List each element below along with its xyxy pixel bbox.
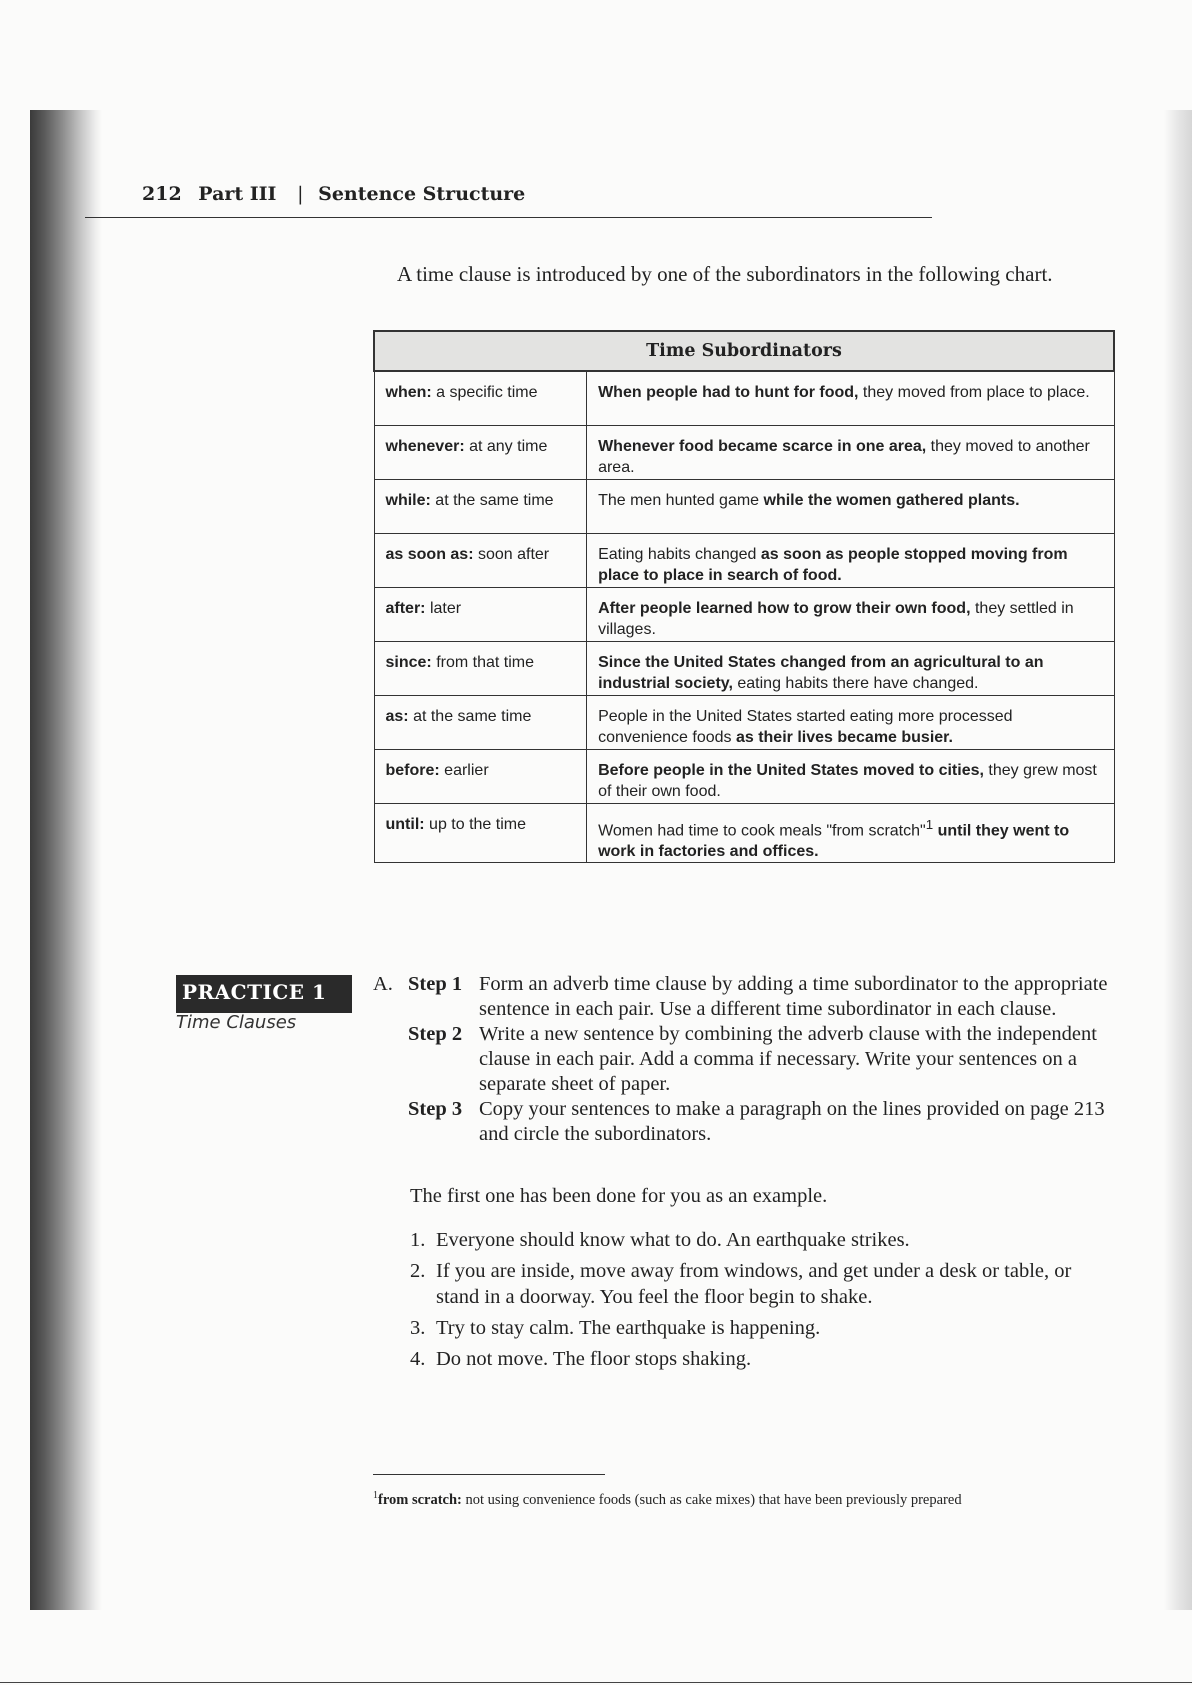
example-cell: Whenever food became scarce in one area, they moved to another area.	[587, 425, 1114, 479]
book-spine-shadow	[30, 110, 102, 1610]
step-text: Copy your sentences to make a paragraph on the lines provided on page 213 and circle the subordinators.	[479, 1098, 1105, 1145]
example-cell: People in the United States started eating more processed convenience foods as their lives became busier.	[587, 695, 1114, 749]
section-title: Sentence Structure	[318, 183, 526, 205]
table-title: Time Subordinators	[374, 331, 1114, 371]
example-cell: Women had time to cook meals "from scratch"$^1$ until they went to work in factories and offices.	[587, 803, 1114, 862]
intro-paragraph: A time clause is introduced by one of the subordinators in the following chart.	[397, 262, 1053, 286]
exercise-letter: A.	[373, 973, 393, 995]
term-cell: after: later	[374, 587, 587, 641]
footnote-ref: 1	[925, 816, 934, 832]
example-cell: When people had to hunt for food, they moved from place to place.	[587, 371, 1114, 425]
step-3	[373, 1097, 1118, 1147]
step-text: Form an adverb time clause by adding a time subordinator to the appropriate sentence in each pair. Use a different time subordinator in each clause.	[479, 973, 1108, 1020]
step-label: Step 3	[408, 1098, 463, 1120]
example-cell: Since the United States changed from an agricultural to an industrial society, eating habits there have changed.	[587, 641, 1114, 695]
footnote-marker: 1	[373, 1490, 378, 1501]
step-label: Step 1	[408, 973, 463, 995]
head-separator: |	[297, 183, 304, 205]
part-label: Part III	[198, 183, 277, 205]
example-cell: Before people in the United States moved to cities, they grew most of their own food.	[587, 749, 1114, 803]
table-row	[374, 371, 1114, 425]
footnote-text: not using convenience foods (such as cake mixes) that have been previously prepared	[461, 1491, 962, 1508]
page-edge-shadow	[1164, 110, 1192, 1610]
example-cell: The men hunted game while the women gathered plants.	[587, 479, 1114, 533]
list-item: 2. If you are inside, move away from windows, and get under a desk or table, or stand in a doorway. You feel the floor begin to shake.	[410, 1260, 1072, 1308]
time-subordinators-table	[373, 330, 1115, 863]
footnote	[373, 1490, 1118, 1509]
page-number: 212	[142, 183, 182, 205]
example-cell: Eating habits changed as soon as people stopped moving from place to place in search of food.	[587, 533, 1114, 587]
example-cell: After people learned how to grow their own food, they settled in villages.	[587, 587, 1114, 641]
list-item: 3. Try to stay calm. The earthquake is happening.	[410, 1317, 821, 1339]
footnote-rule	[373, 1474, 605, 1475]
table-row	[374, 641, 1114, 695]
term-cell: until: up to the time	[374, 803, 587, 862]
step-text: Write a new sentence by combining the adverb clause with the independent clause in each pair. Add a comma if necessary. Write your sentences on a separate sheet of paper.	[479, 1023, 1097, 1095]
term-cell: as soon as: soon after	[374, 533, 587, 587]
example-note: The first one has been done for you as an example.	[410, 1185, 828, 1207]
term-cell: whenever: at any time	[374, 425, 587, 479]
footnote-term: from scratch:	[378, 1491, 462, 1508]
table-row	[374, 749, 1114, 803]
table-row	[374, 425, 1114, 479]
term-cell: before: earlier	[374, 749, 587, 803]
practice-badge: PRACTICE 1	[176, 975, 352, 1013]
table-row	[374, 533, 1114, 587]
exercise-items	[410, 1227, 1115, 1377]
step-2	[373, 1022, 1118, 1097]
practice-subtitle: Time Clauses	[176, 1012, 297, 1033]
term-cell: as: at the same time	[374, 695, 587, 749]
running-head	[142, 183, 932, 205]
table-row	[374, 479, 1114, 533]
term-cell: when: a specific time	[374, 371, 587, 425]
term-cell: since: from that time	[374, 641, 587, 695]
step-label: Step 2	[408, 1023, 463, 1045]
list-item: 1. Everyone should know what to do. An earthquake strikes.	[410, 1229, 910, 1251]
scan-bottom-edge	[0, 1682, 1192, 1683]
table-row	[374, 803, 1114, 862]
list-item: 4. Do not move. The floor stops shaking.	[410, 1348, 752, 1370]
term-cell: while: at the same time	[374, 479, 587, 533]
table-row	[374, 695, 1114, 749]
practice-instructions	[373, 972, 1118, 1147]
step-1	[373, 972, 1118, 1022]
table-row	[374, 587, 1114, 641]
header-rule	[85, 217, 932, 218]
